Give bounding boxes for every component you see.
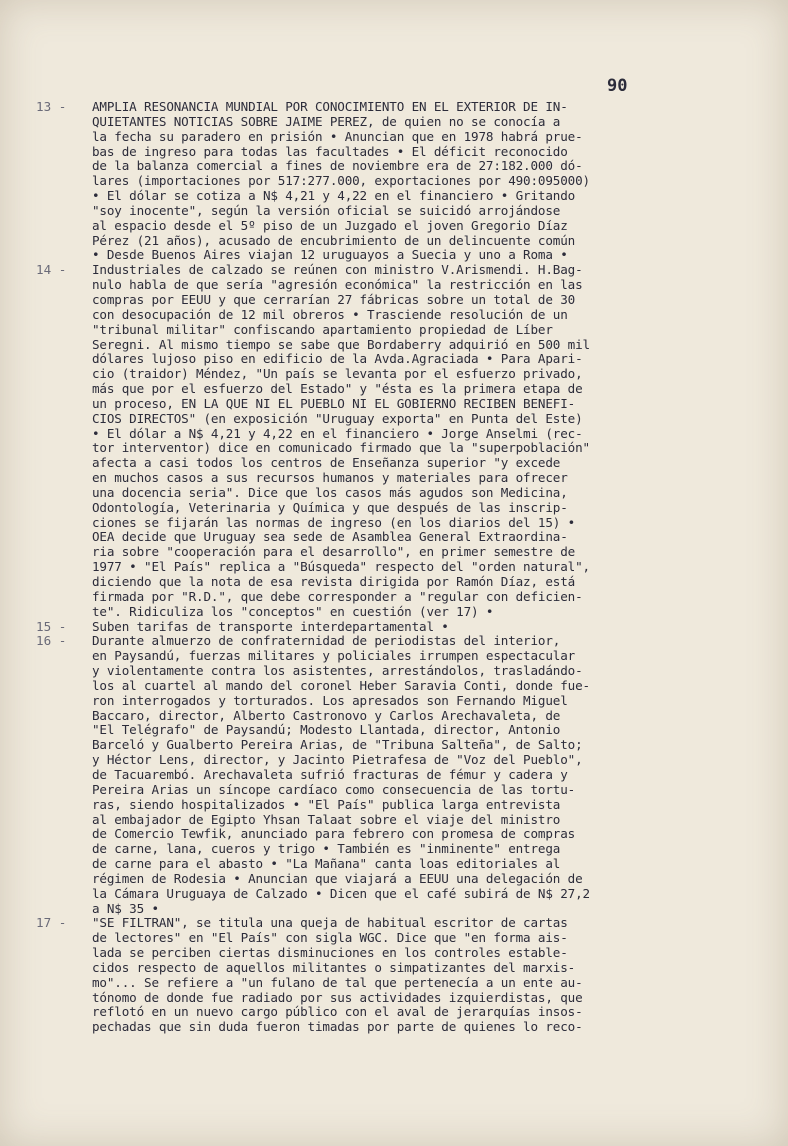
text-line: Industriales de calzado se reúnen con ministro V.Arismendi. H.Bag-	[92, 262, 583, 278]
text-line: tor interventor) dice en comunicado firmado que la "superpoblación"	[92, 440, 590, 456]
text-line: Durante almuerzo de confraternidad de periodistas del interior,	[92, 633, 561, 649]
text-line: Odontología, Veterinaria y Química y que después de las inscrip-	[92, 499, 568, 515]
text-line: bas de ingreso para todas las facultades • El déficit reconocido	[92, 143, 568, 159]
text-line: compras por EEUU y que cerrarían 27 fábricas sobre un total de 30	[92, 291, 576, 307]
news-entry	[36, 100, 766, 263]
entry-number: 14 -	[36, 262, 67, 278]
text-line: "soy inocente", según la versión oficial se suicidó arrojándose	[92, 202, 561, 218]
entry-number: 16 -	[36, 633, 67, 649]
text-line: de carne para el abasto • "La Mañana" canta loas editoriales al	[92, 856, 561, 872]
text-line: Baccaro, director, Alberto Castronovo y Carlos Arechavaleta, de	[92, 707, 561, 723]
entry-text	[92, 620, 766, 635]
text-line: Suben tarifas de transporte interdepartamental •	[92, 618, 449, 634]
text-line: de carne, lana, cueros y trigo • También es "inminente" entrega	[92, 841, 561, 857]
text-line: ciones se fijarán las normas de ingreso (en los diarios del 15) •	[92, 514, 576, 530]
news-entry	[36, 263, 766, 619]
text-line: de lectores" en "El País" con sigla WGC. Dice que "en forma ais-	[92, 930, 568, 946]
text-line: cidos respecto de aquellos militantes o simpatizantes del marxis-	[92, 959, 576, 975]
text-line: Seregni. Al mismo tiempo se sabe que Bordaberry adquirió en 500 mil	[92, 336, 590, 352]
news-entry	[36, 916, 766, 1035]
text-line: mo"... Se refiere a "un fulano de tal que pertenecía a un ente au-	[92, 974, 583, 990]
text-line: ras, siendo hospitalizados • "El País" publica larga entrevista	[92, 796, 561, 812]
news-entry	[36, 620, 766, 635]
entry-text	[92, 100, 766, 263]
document-body	[36, 100, 766, 1035]
text-line: dólares lujoso piso en edificio de la Avda.Agraciada • Para Apari-	[92, 351, 583, 367]
text-line: régimen de Rodesia • Anuncian que viajará a EEUU una delegación de	[92, 870, 583, 886]
text-line: de la balanza comercial a fines de noviembre era de 27:182.000 dó-	[92, 158, 583, 174]
text-line: "SE FILTRAN", se titula una queja de habitual escritor de cartas	[92, 915, 568, 931]
page-number: 90	[607, 76, 628, 96]
text-line: Pereira Arias un síncope cardíaco como consecuencia de las tortu-	[92, 781, 576, 797]
text-line: ron interrogados y torturados. Los apresados son Fernando Miguel	[92, 692, 568, 708]
text-line: un proceso, EN LA QUE NI EL PUEBLO NI EL GOBIERNO RECIBEN BENEFI-	[92, 395, 576, 411]
text-line: Barceló y Gualberto Pereira Arias, de "Tribuna Salteña", de Salto;	[92, 737, 583, 753]
text-line: y violentamente contra los asistentes, arrestándolos, trasladándo-	[92, 663, 583, 679]
text-line: de Comercio Tewfik, anunciado para febrero con promesa de compras	[92, 826, 576, 842]
text-line: • Desde Buenos Aires viajan 12 uruguayos a Suecia y uno a Roma •	[92, 247, 568, 263]
news-entry	[36, 634, 766, 916]
text-line: AMPLIA RESONANCIA MUNDIAL POR CONOCIMIENTO EN EL EXTERIOR DE IN-	[92, 99, 568, 114]
text-line: más que por el esfuerzo del Estado" y "ésta es la primera etapa de	[92, 381, 583, 397]
text-line: ria sobre "cooperación para el desarrollo", en primer semestre de	[92, 544, 576, 560]
text-line: reflotó en un nuevo cargo público con el aval de jerarquías insos-	[92, 1004, 583, 1020]
entry-number: 17 -	[36, 915, 67, 931]
text-line: afecta a casi todos los centros de Enseñanza superior "y excede	[92, 455, 561, 471]
text-line: te". Ridiculiza los "conceptos" en cuestión (ver 17) •	[92, 603, 494, 619]
text-line: "tribunal militar" confiscando apartamiento propiedad de Líber	[92, 321, 553, 337]
text-line: CIOS DIRECTOS" (en exposición "Uruguay exporta" en Punta del Este)	[92, 410, 583, 426]
text-line: los al cuartel al mando del coronel Heber Saravia Conti, donde fue-	[92, 677, 590, 693]
text-line: firmada por "R.D.", que debe corresponder a "regular con deficien-	[92, 588, 583, 604]
text-line: OEA decide que Uruguay sea sede de Asamblea General Extraordina-	[92, 529, 568, 545]
text-line: y Héctor Lens, director, y Jacinto Pietrafesa de "Voz del Pueblo",	[92, 752, 583, 768]
text-line: cio (traidor) Méndez, "Un país se levanta por el esfuerzo privado,	[92, 366, 583, 382]
text-line: tónomo de donde fue radiado por sus actividades izquierdistas, que	[92, 989, 583, 1005]
text-line: QUIETANTES NOTICIAS SOBRE JAIME PEREZ, de quien no se conocía a	[92, 113, 561, 129]
entry-number: 13 -	[36, 99, 67, 114]
text-line: "El Telégrafo" de Paysandú; Modesto Llantada, director, Antonio	[92, 722, 561, 738]
entry-number: 15 -	[36, 618, 67, 634]
text-line: en muchos casos a sus recursos humanos y materiales para ofrecer	[92, 470, 568, 486]
text-line: 1977 • "El País" replica a "Búsqueda" respecto del "orden natural",	[92, 559, 590, 575]
text-line: nulo habla de que sería "agresión económica" la restricción en las	[92, 277, 583, 293]
text-line: al embajador de Egipto Yhsan Talaat sobre el viaje del ministro	[92, 811, 561, 827]
text-line: lada se perciben ciertas disminuciones en los controles estable-	[92, 945, 568, 961]
text-line: Pérez (21 años), acusado de encubrimiento de un delincuente común	[92, 232, 576, 248]
entry-text	[92, 263, 766, 619]
text-line: • El dólar se cotiza a N$ 4,21 y 4,22 en el financiero • Gritando	[92, 188, 576, 204]
text-line: • El dólar a N$ 4,21 y 4,22 en el financiero • Jorge Anselmi (rec-	[92, 425, 583, 441]
text-line: la fecha su paradero en prisión • Anuncian que en 1978 habrá prue-	[92, 128, 583, 144]
text-line: pechadas que sin duda fueron timadas por parte de quienes lo reco-	[92, 1019, 583, 1035]
entry-text	[92, 634, 766, 916]
text-line: lares (importaciones por 517:277.000, exportaciones por 490:095000)	[92, 173, 590, 189]
text-line: una docencia seria". Dice que los casos más agudos son Medicina,	[92, 484, 568, 500]
text-line: diciendo que la nota de esa revista dirigida por Ramón Díaz, está	[92, 574, 576, 589]
text-line: en Paysandú, fuerzas militares y policiales irrumpen espectacular	[92, 648, 576, 664]
text-line: con desocupación de 12 mil obreros • Trasciende resolución de un	[92, 306, 568, 322]
entry-text	[92, 916, 766, 1035]
text-line: de Tacuarembó. Arechavaleta sufrió fracturas de fémur y cadera y	[92, 766, 568, 782]
text-line: a N$ 35 •	[92, 900, 159, 916]
text-line: la Cámara Uruguaya de Calzado • Dicen que el café subirá de N$ 27,2	[92, 885, 590, 901]
text-line: al espacio desde el 5º piso de un Juzgado el joven Gregorio Díaz	[92, 217, 568, 233]
